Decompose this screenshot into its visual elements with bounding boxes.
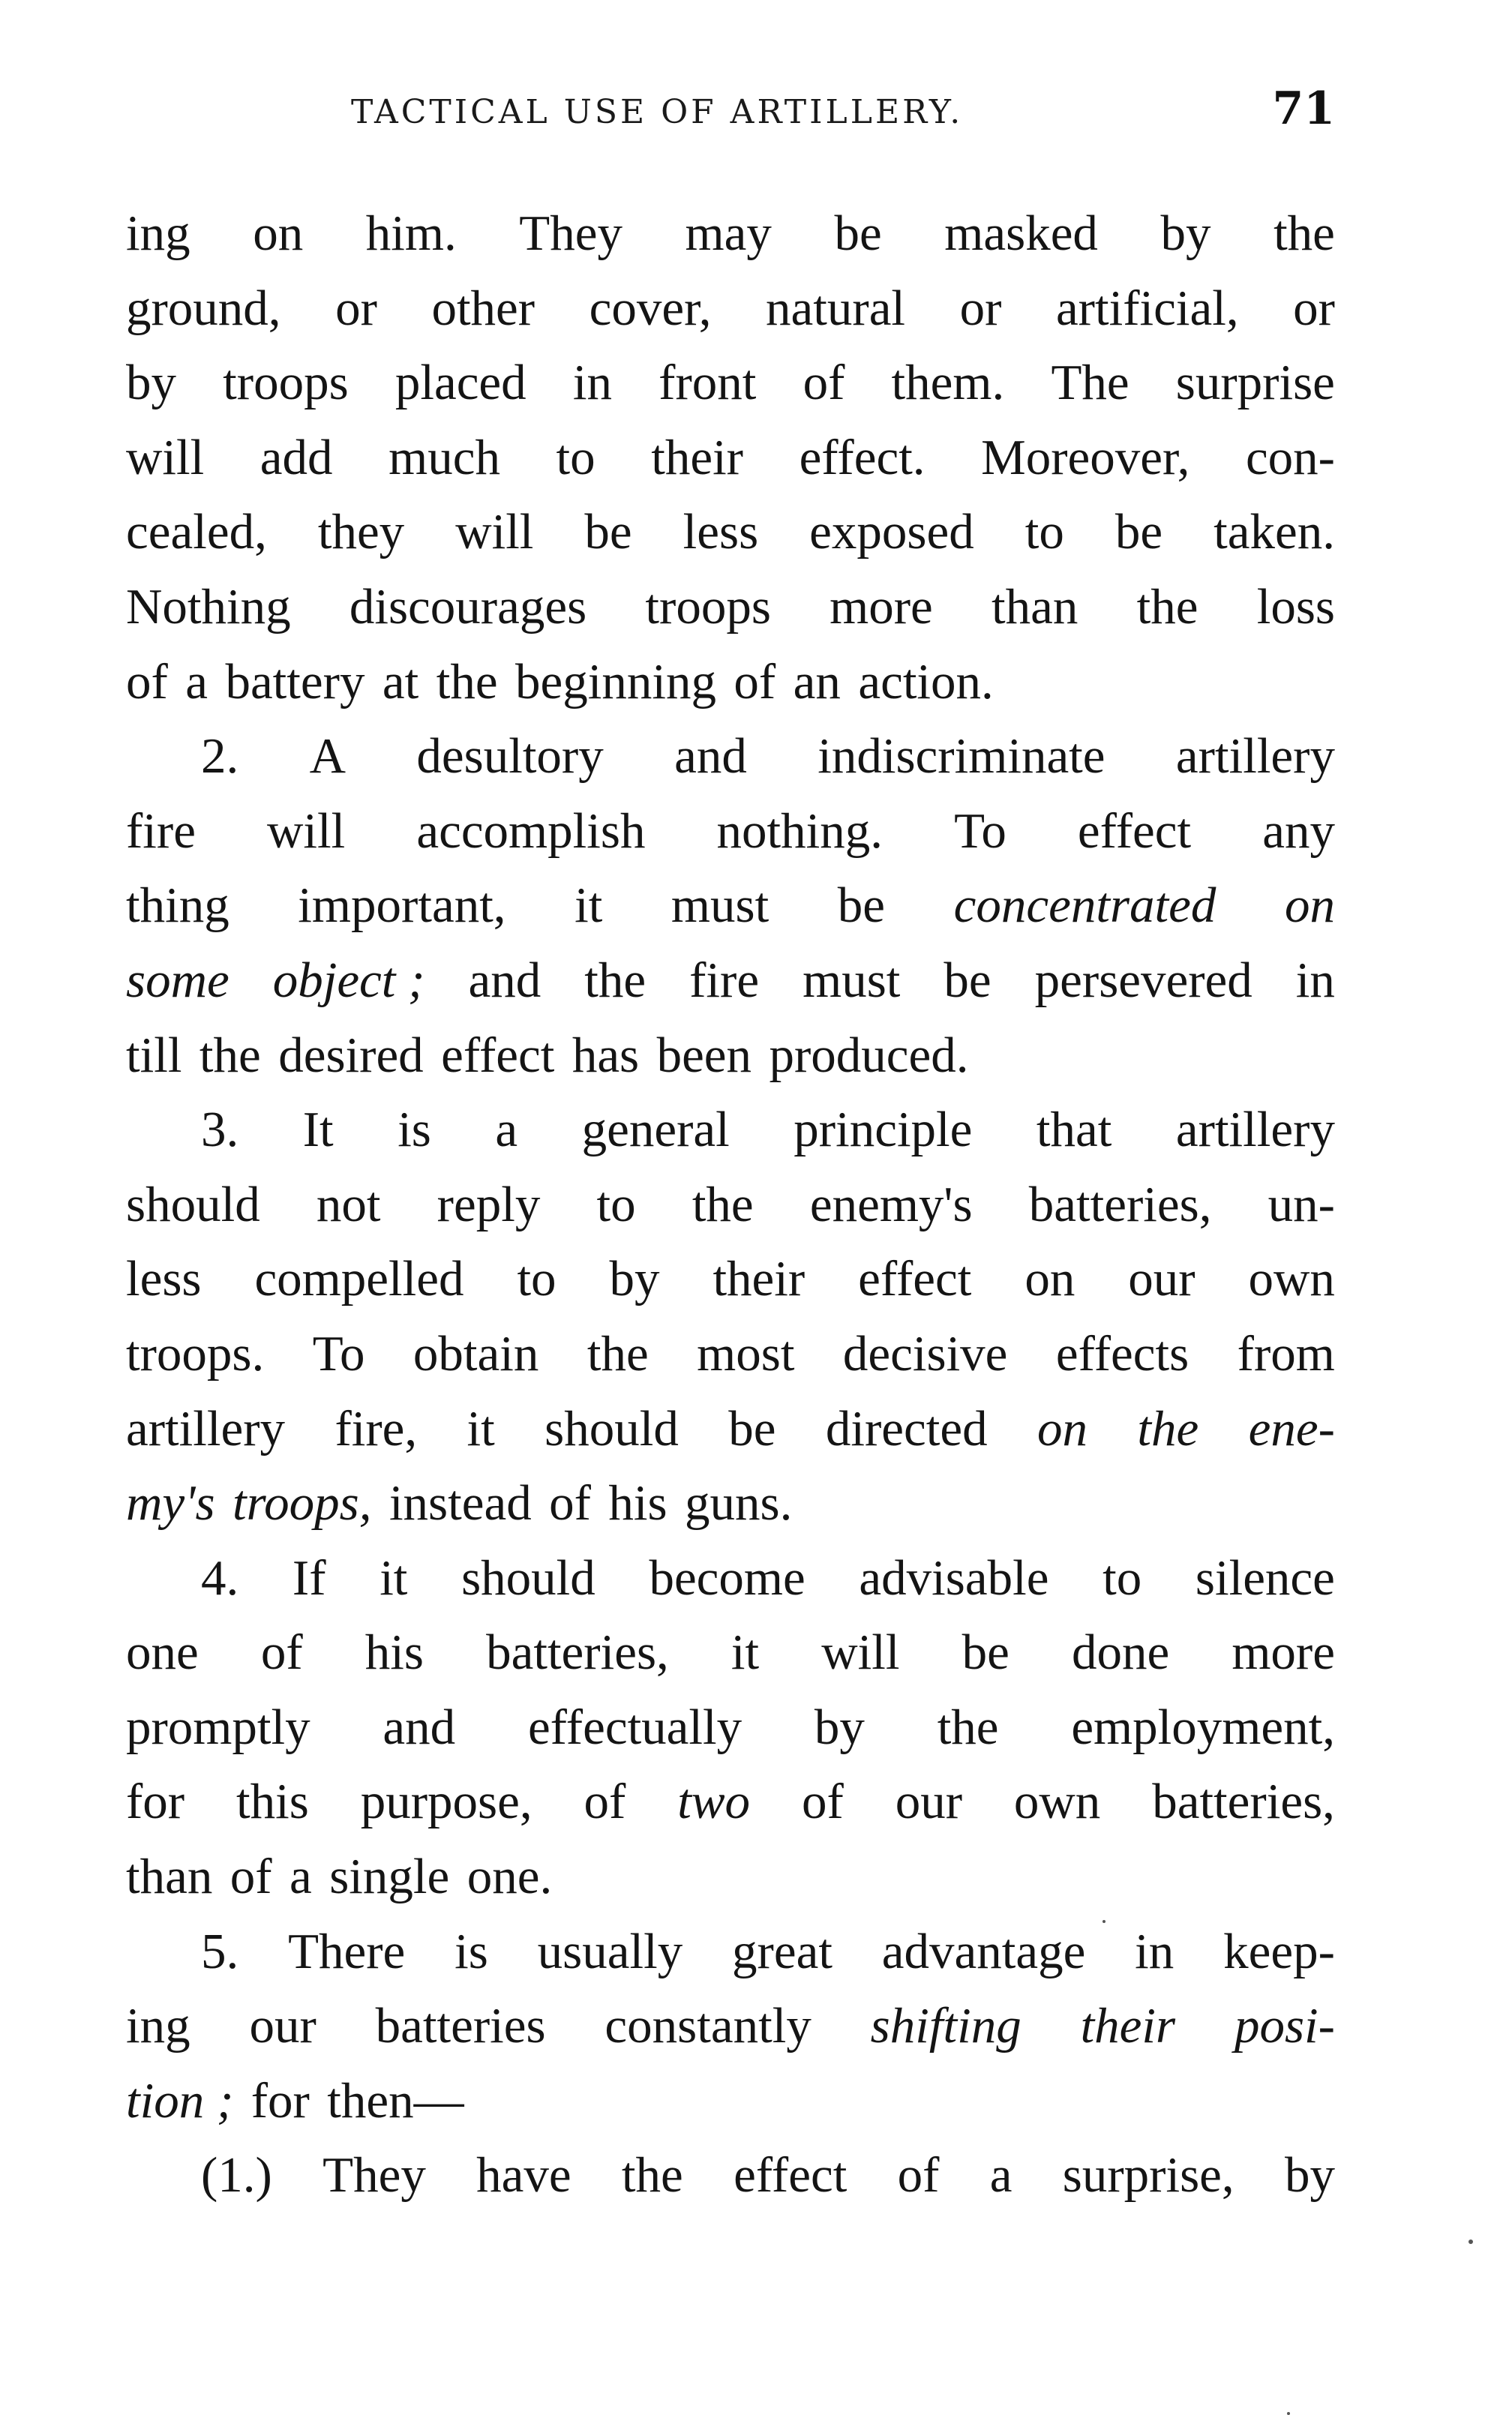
word: the [199,1027,261,1083]
text-line [126,645,1335,720]
word: other [431,280,536,336]
word: 3. [201,1102,239,1158]
word: the [937,1699,999,1755]
text-line [126,1466,1335,1541]
word: A [309,728,346,784]
word: 2. [201,728,239,784]
word: batteries, [1028,1176,1212,1232]
word: any [1262,802,1335,859]
text-line [126,1690,1335,1766]
word: principle [794,1102,973,1158]
word: his [364,1624,424,1681]
word: for [250,2072,310,2128]
text-line [126,1840,1335,1915]
word: it [574,878,603,934]
word: the [586,1325,649,1382]
text-line [126,421,1335,496]
word: surprise, [1062,2147,1234,2204]
word: a [185,653,208,710]
word: It [302,1102,334,1158]
word: will [455,504,534,560]
running-head: TACTICAL USE OF ARTILLERY. [351,93,964,131]
word: than [126,1849,213,1905]
word: one [126,1624,199,1681]
word: effect [858,1251,972,1307]
word: and [468,952,542,1008]
word: add [260,429,333,485]
word: batteries [375,1998,546,2054]
text-line [126,868,1335,944]
word: or [1293,280,1335,336]
word: more [1232,1624,1335,1681]
word: an [793,653,841,710]
word: of [549,1475,591,1532]
word: one. [466,1849,553,1905]
word: artillery [126,1400,286,1456]
text-line [126,1242,1335,1317]
word: front [658,355,757,411]
text-line [126,570,1335,645]
italic-word: troops, [232,1475,372,1532]
word: be [834,206,882,261]
text-line [126,196,1335,272]
word: obtain [412,1325,539,1382]
word: of [802,355,845,411]
italic-word: their [1080,1998,1176,2054]
word: is [454,1923,488,1979]
word: effect [734,2147,848,2204]
word: of [897,2147,940,2204]
word: own [1248,1251,1335,1307]
word: then— [327,2072,464,2128]
word: artillery [1175,728,1335,784]
word: will [821,1624,900,1681]
text-line [126,944,1335,1018]
word: desultory [416,728,604,784]
word: till [126,1027,182,1083]
word: of [230,1849,272,1905]
word: than [992,578,1078,634]
word: for [126,1774,185,1830]
word: single [329,1849,450,1905]
print-speck [1102,1920,1106,1923]
word: great [732,1923,832,1979]
word: our [895,1774,962,1830]
word: advisable [859,1550,1049,1606]
word: thing [126,878,230,934]
word: from [1237,1325,1335,1382]
word: They [519,206,622,261]
word: a [989,2147,1012,2204]
print-speck [1287,2412,1290,2415]
text-line [126,719,1335,794]
word: by [126,355,176,411]
word: They [322,2147,426,2204]
word: guns. [685,1475,793,1532]
word: usually [537,1923,683,1979]
word: troops [645,578,771,634]
word: or [959,280,1002,336]
word: If [292,1550,326,1606]
word: this [236,1774,309,1830]
word: cover, [589,280,712,336]
word: There [288,1923,406,1979]
word: by [1160,206,1211,261]
word: of [801,1774,844,1830]
page-number: 71 [1272,82,1335,135]
word: much [388,429,500,485]
italic-word: two [677,1774,751,1830]
text-line [126,1168,1335,1243]
word: To [954,802,1006,859]
word: their [712,1251,806,1307]
word: be [1114,504,1163,560]
italic-word: on [1037,1400,1088,1456]
word: desired [278,1027,424,1083]
word: advantage [881,1923,1086,1979]
word: a [495,1102,518,1158]
word: our [249,1998,316,2054]
word: artificial, [1055,280,1239,336]
word: and [674,728,747,784]
word: it [730,1624,760,1681]
italic-word: posi- [1234,1998,1335,2054]
text-line [126,1541,1335,1616]
word: on [1024,1251,1076,1307]
word: that [1036,1102,1112,1158]
italic-word: tion ; [126,2072,234,2128]
word: 5. [201,1923,239,1979]
italic-word: on [1284,878,1335,934]
text-line [126,272,1335,346]
word: to [1102,1550,1142,1606]
word: Moreover, [981,429,1190,485]
word: to [596,1176,636,1232]
word: beginning [515,653,716,710]
word: instead [388,1475,532,1532]
word: batteries, [486,1624,669,1681]
word: been [656,1027,752,1083]
word: at [382,653,419,710]
word: our [1128,1251,1196,1307]
word: 4. [201,1550,239,1606]
word: it [466,1400,495,1456]
word: silence [1195,1550,1335,1606]
word: must [670,878,770,934]
word: them. [891,355,1005,411]
word: less [126,1251,202,1307]
word: the [621,2147,683,2204]
word: employment, [1071,1699,1335,1755]
word: of [734,653,776,710]
word: decisive [842,1325,1008,1382]
word: effect [441,1027,555,1083]
word: of [126,653,168,710]
word: they [317,504,405,560]
word: exposed [809,504,974,560]
word: un- [1268,1176,1335,1232]
word: by [814,1699,865,1755]
page-header [126,82,1335,150]
text-line [126,1018,1335,1094]
word: battery [225,653,365,710]
word: is [398,1102,431,1158]
word: not [316,1176,381,1232]
word: must [802,952,901,1008]
word: general [581,1102,730,1158]
word: important, [298,878,506,934]
word: masked [944,206,1098,261]
word: ing [126,1998,190,2054]
italic-word: my's [126,1475,215,1532]
word: compelled [254,1251,464,1307]
word: artillery [1175,1102,1335,1158]
word: in [1135,1923,1174,1979]
print-speck [1468,2240,1473,2244]
word: in [1295,952,1335,1008]
word: natural [766,280,906,336]
word: done [1071,1624,1170,1681]
word: effects [1055,1325,1190,1382]
word: to [556,429,596,485]
italic-word: object ; [272,952,425,1008]
text-line [126,1392,1335,1467]
word: become [649,1550,806,1606]
word: fire [689,952,760,1008]
italic-word: shifting [870,1998,1022,2054]
word: fire [126,802,196,859]
text-line [126,1317,1335,1392]
word: it [380,1550,408,1606]
word: own [1013,1774,1101,1830]
word: constantly [604,1998,812,2054]
word: in [572,355,612,411]
word: should [544,1400,679,1456]
word: effect [1077,802,1192,859]
word: nothing. [716,802,884,859]
word: should [461,1550,596,1606]
word: reply [436,1176,541,1232]
word: less [682,504,759,560]
word: him. [365,206,457,261]
word: a [290,1849,312,1905]
word: troops [223,355,349,411]
text-line [126,1915,1335,1990]
body-text [126,196,1335,2213]
word: fire, [334,1400,418,1456]
word: more [830,578,933,634]
word: surprise [1175,355,1335,411]
word: keep- [1223,1923,1335,1979]
word: con- [1245,429,1335,485]
word: by [1284,2147,1335,2204]
word: or [335,280,377,336]
text-line [126,1765,1335,1840]
word: enemy's [809,1176,973,1232]
word: ground, [126,280,281,336]
word: the [692,1176,754,1232]
word: effect. [799,429,926,485]
word: produced. [769,1027,969,1083]
word: to [1024,504,1064,560]
word: troops. [126,1325,265,1382]
word: the [436,653,498,710]
word: by [609,1251,660,1307]
word: their [651,429,743,485]
word: and [382,1699,456,1755]
italic-word: the [1137,1400,1199,1456]
word: will [126,429,205,485]
word: taken. [1214,504,1335,560]
word: action. [858,653,994,710]
italic-word: ene- [1248,1400,1335,1456]
word: be [584,504,632,560]
word: placed [394,355,526,411]
word: batteries, [1152,1774,1335,1830]
word: the [584,952,646,1008]
word: promptly [126,1699,310,1755]
word: most [697,1325,795,1382]
word: ing [126,206,190,261]
word: purpose, [360,1774,532,1830]
word: his [608,1475,668,1532]
italic-word: concentrated [953,878,1216,934]
word: to [517,1251,556,1307]
word: The [1051,355,1130,411]
text-line [126,1989,1335,2064]
text-line [126,1093,1335,1168]
text-line [126,794,1335,869]
word: of [584,1774,626,1830]
word: cealed, [126,504,267,560]
word: be [944,952,992,1008]
text-line [126,2138,1335,2213]
text-line [126,2064,1335,2139]
word: indiscriminate [818,728,1106,784]
text-line [126,346,1335,421]
word: Nothing [126,578,291,634]
word: the [1274,206,1335,261]
word: persevered [1034,952,1252,1008]
word: accomplish [416,802,646,859]
text-line [126,1616,1335,1690]
word: has [572,1027,640,1083]
word: effectually [527,1699,742,1755]
word: be [962,1624,1010,1681]
word: may [685,206,772,261]
word: To [312,1325,365,1382]
word: be [728,1400,776,1456]
italic-word: some [126,952,230,1008]
word: will [267,802,346,859]
word: of [260,1624,303,1681]
word: have [476,2147,572,2204]
word: discourages [349,578,587,634]
word: loss [1256,578,1335,634]
text-line [126,495,1335,570]
word: (1.) [201,2147,272,2204]
word: the [1136,578,1198,634]
word: should [126,1176,260,1232]
word: on [253,206,304,261]
word: directed [825,1400,988,1456]
word: be [837,878,886,934]
